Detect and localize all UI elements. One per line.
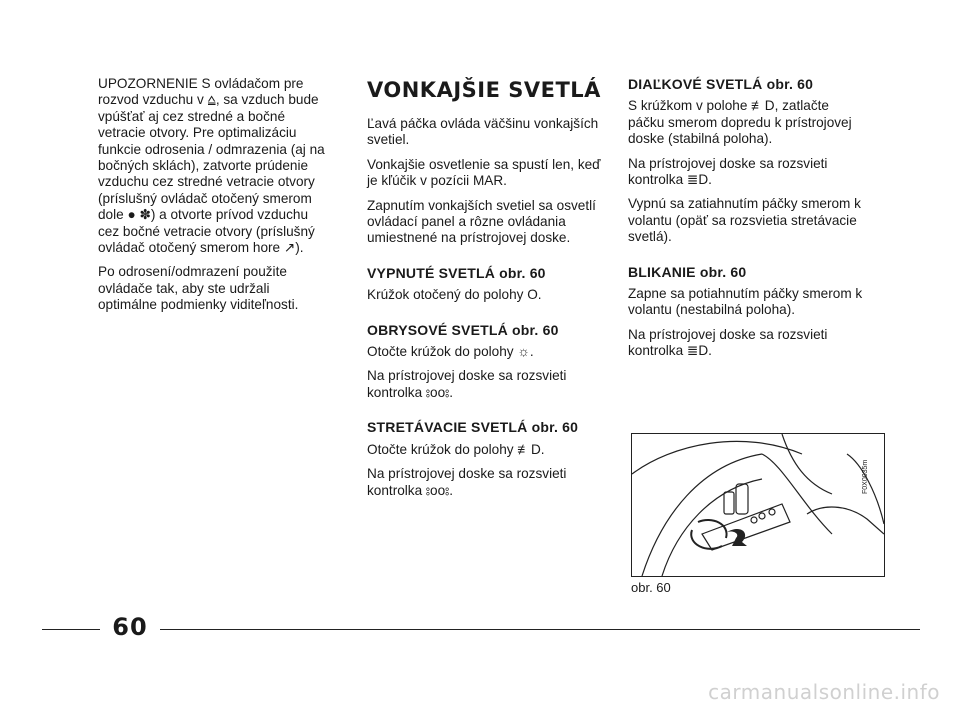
footer-rule-right <box>160 629 920 630</box>
high-beam-text-3: Vypnú sa zatiahnutím páčky smerom k volantu (opäť sa rozsvietia stretávacie svetlá). <box>628 196 861 245</box>
intro-paragraph-3: Zapnutím vonkajších svetiel sa osvetlí ovládací panel a rôzne ovládania umiestnené na prístrojovej doske. <box>367 197 596 246</box>
figure-caption: obr. 60 <box>631 580 671 595</box>
left-column <box>98 76 330 322</box>
flashing-text-2: Na prístrojovej doske sa rozsvieti kontrolka ≣D. <box>628 326 828 359</box>
flashing-text-1: Zapne sa potiahnutím páčky smerom k volantu (nestabilná poloha). <box>628 286 863 318</box>
section-heading-side-lights <box>367 322 603 338</box>
lights-off-text: Krúžok otočený do polohy O. <box>367 287 542 303</box>
right-column <box>628 76 868 368</box>
high-beam-text-2: Na prístrojovej doske sa rozsvieti kontrolka ≣D. <box>628 155 828 188</box>
figure-reference: obr. 60 <box>766 76 814 92</box>
section-heading-flashing <box>628 264 868 280</box>
figure-reference: obr. 60 <box>531 419 579 436</box>
section-heading-lights-off <box>367 265 603 281</box>
side-lights-text-1: Otočte krúžok do polohy ☼. <box>367 344 534 360</box>
page-title: VONKAJŠIE SVETLÁ <box>367 78 601 102</box>
intro-paragraph-1: Ľavá páčka ovláda väčšinu vonkajších svetiel. <box>367 116 599 148</box>
heading-text: BLIKANIE <box>628 263 696 280</box>
heading-text: OBRYSOVÉ SVETLÁ <box>367 321 508 338</box>
demisting-paragraph: Po odrosení/odmrazení použite ovládače tak, aby ste udržali optimálne podmienky viditeľnosti. <box>98 264 299 313</box>
figure-reference: obr. 60 <box>499 264 546 281</box>
section-heading-low-beam <box>367 419 603 435</box>
intro-paragraph-2: Vonkajšie osvetlenie sa spustí len, keď je kľúčik v pozícii MAR. <box>367 156 601 189</box>
heading-text: STRETÁVACIE SVETLÁ <box>367 419 528 436</box>
figure-code: F0X0035m <box>862 459 869 494</box>
heading-text: DIAĽKOVÉ SVETLÁ <box>628 76 763 92</box>
low-beam-text-1: Otočte krúžok do polohy ≢D. <box>367 441 545 457</box>
middle-column <box>367 76 603 507</box>
side-lights-text-2: Na prístrojovej doske sa rozsvieti kontrolka ⦂oo⦂. <box>367 368 567 400</box>
heading-text: VYPNUTÉ SVETLÁ <box>367 264 496 281</box>
footer-rule-left <box>42 629 100 630</box>
warning-paragraph: UPOZORNENIE S ovládačom pre rozvod vzduchu v ⩠, sa vzduch bude vpúšťať aj cez stredné a bočné vetracie otvory. Pre optimalizáciu funkcie odrosenia / odmrazenia (aj na bočných sklách), zatvorte prúdenie vzduchu cez stredné vetracie otvory (príslušný ovládač otočený smerom dole ● ✽) a otvorte prívod vzduchu cez bočné vetracie otvory (príslušný ovládač otočený smerom hore ↗). <box>98 76 325 256</box>
low-beam-text-2: Na prístrojovej doske sa rozsvieti kontrolka ⦂oo⦂. <box>367 466 567 498</box>
lighting-stalk-illustration <box>631 433 885 577</box>
high-beam-text-1: S krúžkom v polohe ≢D, zatlačte páčku smerom dopredu k prístrojovej doske (stabilná poloha). <box>628 98 852 147</box>
page-number: 60 <box>112 613 148 641</box>
figure-reference: obr. 60 <box>512 321 559 338</box>
watermark-text: carmanualsonline.info <box>708 680 940 704</box>
stalk-drawing <box>632 434 884 576</box>
section-heading-high-beam <box>628 76 868 92</box>
figure-reference: obr. 60 <box>699 263 747 280</box>
